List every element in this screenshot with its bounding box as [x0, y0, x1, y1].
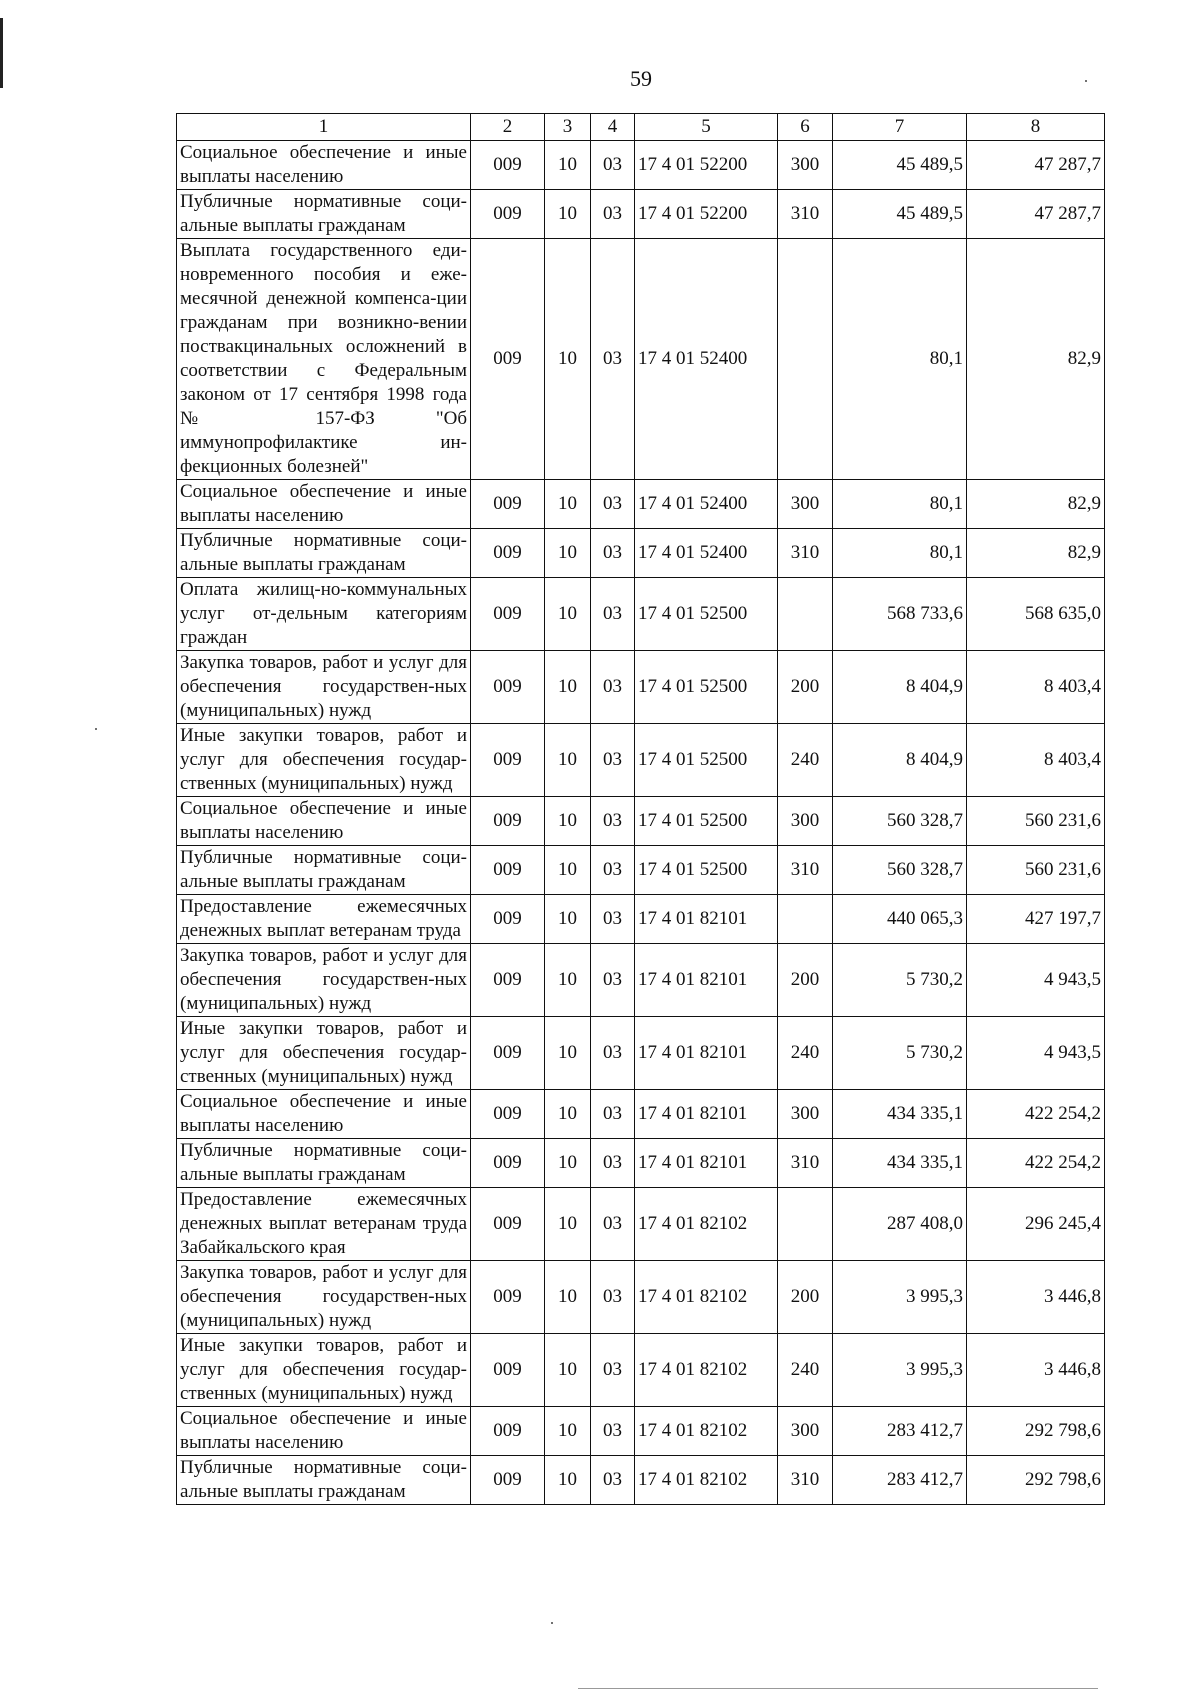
page-number: 59	[630, 66, 652, 91]
subsection-cell: 03	[591, 1334, 635, 1407]
subsection-cell: 03	[591, 1188, 635, 1261]
row-description-cell: Публичные нормативные соци-альные выплаты гражданам	[177, 1139, 471, 1188]
section-cell: 10	[545, 1456, 591, 1505]
table-row	[177, 944, 1105, 1017]
subsection-cell: 03	[591, 944, 635, 1017]
target-article-cell: 17 4 01 82101	[635, 944, 778, 1017]
column-header: 3	[545, 114, 591, 141]
subsection-cell: 03	[591, 141, 635, 190]
row-description-cell: Публичные нормативные соци-альные выплаты гражданам	[177, 846, 471, 895]
amount-year2-cell: 82,9	[967, 239, 1105, 480]
table-row	[177, 480, 1105, 529]
expense-type-cell: 310	[778, 846, 833, 895]
budget-table	[176, 113, 1105, 1505]
admin-code-cell: 009	[471, 846, 545, 895]
subsection-cell: 03	[591, 1456, 635, 1505]
admin-code-cell: 009	[471, 141, 545, 190]
subsection-cell: 03	[591, 846, 635, 895]
target-article-cell: 17 4 01 82102	[635, 1456, 778, 1505]
table-header-row	[177, 114, 1105, 141]
admin-code-cell: 009	[471, 1407, 545, 1456]
expense-type-cell: 310	[778, 190, 833, 239]
expense-type-cell: 200	[778, 944, 833, 1017]
amount-year2-cell: 8 403,4	[967, 724, 1105, 797]
table-row	[177, 1334, 1105, 1407]
column-header: 4	[591, 114, 635, 141]
amount-year2-cell: 3 446,8	[967, 1261, 1105, 1334]
row-description-cell: Иные закупки товаров, работ и услуг для обеспечения государ-ственных (муниципальных) нужд	[177, 724, 471, 797]
row-description-cell: Оплата жилищ-но-коммунальных услуг от-дельным категориям граждан	[177, 578, 471, 651]
table-row	[177, 797, 1105, 846]
section-cell: 10	[545, 1261, 591, 1334]
admin-code-cell: 009	[471, 1188, 545, 1261]
subsection-cell: 03	[591, 724, 635, 797]
amount-year1-cell: 8 404,9	[833, 724, 967, 797]
section-cell: 10	[545, 1334, 591, 1407]
amount-year2-cell: 422 254,2	[967, 1139, 1105, 1188]
amount-year2-cell: 82,9	[967, 529, 1105, 578]
target-article-cell: 17 4 01 82101	[635, 895, 778, 944]
subsection-cell: 03	[591, 1090, 635, 1139]
row-description-cell: Закупка товаров, работ и услуг для обеспечения государствен-ных (муниципальных) нужд	[177, 944, 471, 1017]
section-cell: 10	[545, 239, 591, 480]
target-article-cell: 17 4 01 52400	[635, 480, 778, 529]
amount-year2-cell: 560 231,6	[967, 797, 1105, 846]
admin-code-cell: 009	[471, 1456, 545, 1505]
expense-type-cell: 300	[778, 141, 833, 190]
admin-code-cell: 009	[471, 1261, 545, 1334]
expense-type-cell: 310	[778, 1456, 833, 1505]
admin-code-cell: 009	[471, 239, 545, 480]
scan-speck	[95, 728, 97, 730]
section-cell: 10	[545, 529, 591, 578]
target-article-cell: 17 4 01 82101	[635, 1017, 778, 1090]
subsection-cell: 03	[591, 651, 635, 724]
expense-type-cell: 200	[778, 651, 833, 724]
amount-year1-cell: 283 412,7	[833, 1456, 967, 1505]
admin-code-cell: 009	[471, 651, 545, 724]
target-article-cell: 17 4 01 82102	[635, 1334, 778, 1407]
admin-code-cell: 009	[471, 1334, 545, 1407]
target-article-cell: 17 4 01 52200	[635, 141, 778, 190]
row-description-cell: Закупка товаров, работ и услуг для обеспечения государствен-ных (муниципальных) нужд	[177, 1261, 471, 1334]
expense-type-cell: 300	[778, 1090, 833, 1139]
amount-year2-cell: 82,9	[967, 480, 1105, 529]
row-description-cell: Социальное обеспечение и иные выплаты населению	[177, 797, 471, 846]
section-cell: 10	[545, 846, 591, 895]
subsection-cell: 03	[591, 1407, 635, 1456]
expense-type-cell: 240	[778, 1017, 833, 1090]
section-cell: 10	[545, 944, 591, 1017]
admin-code-cell: 009	[471, 797, 545, 846]
admin-code-cell: 009	[471, 578, 545, 651]
amount-year1-cell: 560 328,7	[833, 797, 967, 846]
section-cell: 10	[545, 578, 591, 651]
amount-year1-cell: 3 995,3	[833, 1334, 967, 1407]
amount-year2-cell: 47 287,7	[967, 141, 1105, 190]
section-cell: 10	[545, 1139, 591, 1188]
scan-bottom-rule	[578, 1688, 1098, 1689]
subsection-cell: 03	[591, 1017, 635, 1090]
admin-code-cell: 009	[471, 190, 545, 239]
amount-year1-cell: 434 335,1	[833, 1090, 967, 1139]
table-row	[177, 724, 1105, 797]
amount-year2-cell: 8 403,4	[967, 651, 1105, 724]
admin-code-cell: 009	[471, 1139, 545, 1188]
subsection-cell: 03	[591, 578, 635, 651]
target-article-cell: 17 4 01 52500	[635, 846, 778, 895]
section-cell: 10	[545, 1090, 591, 1139]
row-description-cell: Социальное обеспечение и иные выплаты населению	[177, 1090, 471, 1139]
target-article-cell: 17 4 01 52400	[635, 239, 778, 480]
admin-code-cell: 009	[471, 724, 545, 797]
expense-type-cell: 300	[778, 1407, 833, 1456]
section-cell: 10	[545, 480, 591, 529]
row-description-cell: Выплата государственного еди-новременного пособия и еже-месячной денежной компенса-ции гражданам при возникно-вении поствакцинальных осложнений в соответствии с Федеральным законом от 17 сентября 1998 года № 157-ФЗ "Об иммунопрофилактике ин-фекционных болезней"	[177, 239, 471, 480]
table-row	[177, 1456, 1105, 1505]
amount-year1-cell: 45 489,5	[833, 141, 967, 190]
amount-year1-cell: 287 408,0	[833, 1188, 967, 1261]
row-description-cell: Публичные нормативные соци-альные выплаты гражданам	[177, 190, 471, 239]
section-cell: 10	[545, 724, 591, 797]
table-row	[177, 141, 1105, 190]
target-article-cell: 17 4 01 82102	[635, 1188, 778, 1261]
amount-year1-cell: 80,1	[833, 480, 967, 529]
row-description-cell: Социальное обеспечение и иные выплаты населению	[177, 480, 471, 529]
row-description-cell: Публичные нормативные соци-альные выплаты гражданам	[177, 1456, 471, 1505]
amount-year1-cell: 283 412,7	[833, 1407, 967, 1456]
section-cell: 10	[545, 190, 591, 239]
subsection-cell: 03	[591, 1261, 635, 1334]
row-description-cell: Закупка товаров, работ и услуг для обеспечения государствен-ных (муниципальных) нужд	[177, 651, 471, 724]
column-header: 8	[967, 114, 1105, 141]
row-description-cell: Иные закупки товаров, работ и услуг для обеспечения государ-ственных (муниципальных) нужд	[177, 1017, 471, 1090]
subsection-cell: 03	[591, 480, 635, 529]
expense-type-cell: 300	[778, 480, 833, 529]
target-article-cell: 17 4 01 52500	[635, 724, 778, 797]
amount-year2-cell: 4 943,5	[967, 1017, 1105, 1090]
row-description-cell: Социальное обеспечение и иные выплаты населению	[177, 141, 471, 190]
table-row	[177, 1017, 1105, 1090]
expense-type-cell	[778, 578, 833, 651]
row-description-cell: Социальное обеспечение и иные выплаты населению	[177, 1407, 471, 1456]
amount-year1-cell: 8 404,9	[833, 651, 967, 724]
table-row	[177, 578, 1105, 651]
section-cell: 10	[545, 651, 591, 724]
admin-code-cell: 009	[471, 1090, 545, 1139]
expense-type-cell: 240	[778, 1334, 833, 1407]
amount-year1-cell: 45 489,5	[833, 190, 967, 239]
column-header: 5	[635, 114, 778, 141]
amount-year1-cell: 5 730,2	[833, 944, 967, 1017]
expense-type-cell: 200	[778, 1261, 833, 1334]
table-row	[177, 239, 1105, 480]
amount-year2-cell: 292 798,6	[967, 1407, 1105, 1456]
amount-year2-cell: 3 446,8	[967, 1334, 1105, 1407]
table-row	[177, 651, 1105, 724]
amount-year2-cell: 292 798,6	[967, 1456, 1105, 1505]
amount-year2-cell: 4 943,5	[967, 944, 1105, 1017]
table-row	[177, 1188, 1105, 1261]
expense-type-cell: 300	[778, 797, 833, 846]
table-row	[177, 846, 1105, 895]
subsection-cell: 03	[591, 895, 635, 944]
section-cell: 10	[545, 1188, 591, 1261]
amount-year1-cell: 560 328,7	[833, 846, 967, 895]
target-article-cell: 17 4 01 52400	[635, 529, 778, 578]
target-article-cell: 17 4 01 52500	[635, 578, 778, 651]
expense-type-cell	[778, 1188, 833, 1261]
admin-code-cell: 009	[471, 944, 545, 1017]
amount-year1-cell: 440 065,3	[833, 895, 967, 944]
admin-code-cell: 009	[471, 1017, 545, 1090]
amount-year2-cell: 427 197,7	[967, 895, 1105, 944]
target-article-cell: 17 4 01 82102	[635, 1407, 778, 1456]
subsection-cell: 03	[591, 1139, 635, 1188]
column-header: 6	[778, 114, 833, 141]
section-cell: 10	[545, 141, 591, 190]
target-article-cell: 17 4 01 82101	[635, 1090, 778, 1139]
column-header: 1	[177, 114, 471, 141]
target-article-cell: 17 4 01 82101	[635, 1139, 778, 1188]
subsection-cell: 03	[591, 239, 635, 480]
amount-year2-cell: 568 635,0	[967, 578, 1105, 651]
amount-year1-cell: 3 995,3	[833, 1261, 967, 1334]
section-cell: 10	[545, 1017, 591, 1090]
amount-year1-cell: 80,1	[833, 529, 967, 578]
table-row	[177, 1090, 1105, 1139]
row-description-cell: Иные закупки товаров, работ и услуг для обеспечения государ-ственных (муниципальных) нужд	[177, 1334, 471, 1407]
amount-year1-cell: 568 733,6	[833, 578, 967, 651]
column-header: 2	[471, 114, 545, 141]
column-header: 7	[833, 114, 967, 141]
target-article-cell: 17 4 01 52500	[635, 797, 778, 846]
section-cell: 10	[545, 1407, 591, 1456]
expense-type-cell	[778, 895, 833, 944]
expense-type-cell: 310	[778, 1139, 833, 1188]
amount-year1-cell: 434 335,1	[833, 1139, 967, 1188]
table-row	[177, 895, 1105, 944]
expense-type-cell: 240	[778, 724, 833, 797]
admin-code-cell: 009	[471, 895, 545, 944]
admin-code-cell: 009	[471, 480, 545, 529]
row-description-cell: Предоставление ежемесячных денежных выплат ветеранам труда Забайкальского края	[177, 1188, 471, 1261]
amount-year1-cell: 5 730,2	[833, 1017, 967, 1090]
amount-year2-cell: 47 287,7	[967, 190, 1105, 239]
amount-year2-cell: 296 245,4	[967, 1188, 1105, 1261]
subsection-cell: 03	[591, 190, 635, 239]
amount-year2-cell: 560 231,6	[967, 846, 1105, 895]
target-article-cell: 17 4 01 52500	[635, 651, 778, 724]
target-article-cell: 17 4 01 82102	[635, 1261, 778, 1334]
subsection-cell: 03	[591, 797, 635, 846]
table-body	[177, 141, 1105, 1505]
admin-code-cell: 009	[471, 529, 545, 578]
target-article-cell: 17 4 01 52200	[635, 190, 778, 239]
row-description-cell: Предоставление ежемесячных денежных выплат ветеранам труда	[177, 895, 471, 944]
table-row	[177, 1261, 1105, 1334]
table-row	[177, 529, 1105, 578]
scan-speck	[551, 1622, 553, 1624]
row-description-cell: Публичные нормативные соци-альные выплаты гражданам	[177, 529, 471, 578]
amount-year2-cell: 422 254,2	[967, 1090, 1105, 1139]
subsection-cell: 03	[591, 529, 635, 578]
section-cell: 10	[545, 895, 591, 944]
table-row	[177, 1139, 1105, 1188]
section-cell: 10	[545, 797, 591, 846]
expense-type-cell: 310	[778, 529, 833, 578]
amount-year1-cell: 80,1	[833, 239, 967, 480]
table-row	[177, 1407, 1105, 1456]
expense-type-cell	[778, 239, 833, 480]
table-row	[177, 190, 1105, 239]
